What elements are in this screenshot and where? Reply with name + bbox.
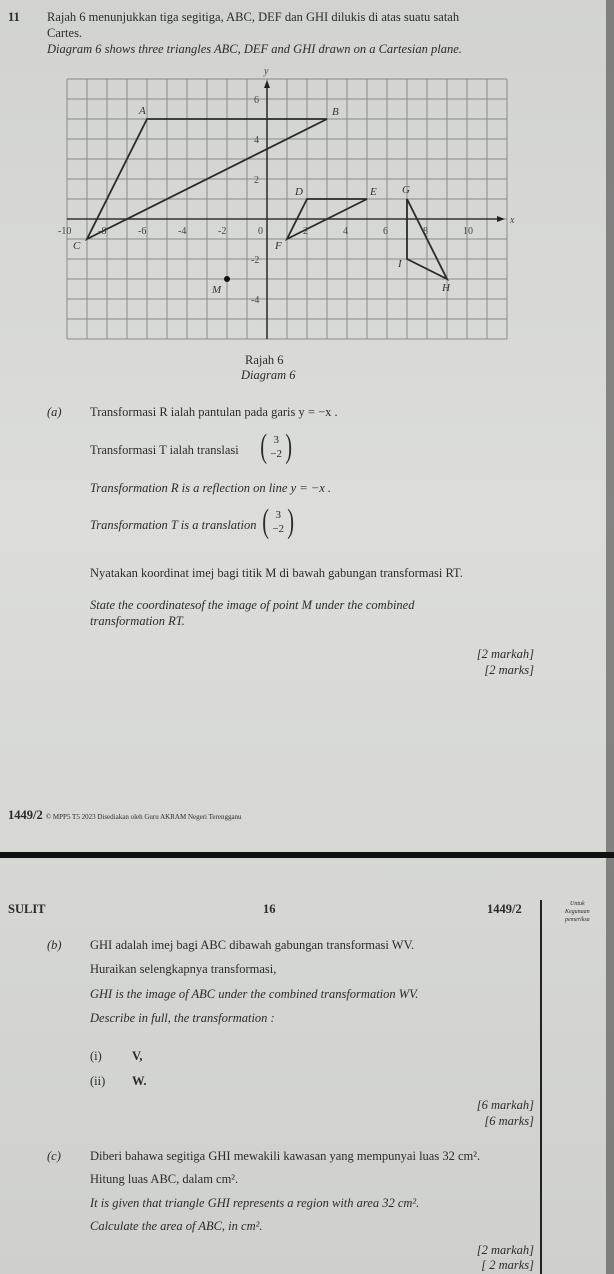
translation-vector-ms: ( 3 −2 ) <box>260 428 293 465</box>
vertex-label-i: I <box>398 258 402 270</box>
x-tick-label: -6 <box>138 226 147 237</box>
vertex-label-e: E <box>370 186 377 198</box>
part-c-marks-en: [ 2 marks] <box>481 1258 534 1272</box>
part-a-question-ms: Nyatakan koordinat imej bagi titik M di bawah gabungan transformasi RT. <box>90 566 463 580</box>
part-b-ms-2: Huraikan selengkapnya transformasi, <box>90 962 277 976</box>
footer-code: 1449/2 <box>8 808 43 822</box>
part-a-t-ms: Transformasi T ialah translasi <box>90 443 239 457</box>
point-m-label: M <box>212 284 222 296</box>
vector-top: 3 <box>273 434 279 446</box>
vertex-label-f: F <box>275 240 282 252</box>
y-tick-label: -2 <box>251 255 260 266</box>
vertex-label-g: G <box>402 184 410 196</box>
diagram-caption-ms: Rajah 6 <box>245 353 284 367</box>
part-b-en-2: Describe in full, the transformation : <box>90 1011 275 1025</box>
vector-top: 3 <box>275 509 281 521</box>
x-tick-label: -4 <box>178 226 187 237</box>
x-tick-label: 6 <box>383 226 388 237</box>
part-c-ms-2: Hitung luas ABC, dalam cm². <box>90 1172 239 1186</box>
part-a-marks-ms: [2 markah] <box>476 647 534 661</box>
part-b-i-text: V, <box>132 1049 143 1063</box>
part-c-en-2: Calculate the area of ABC, in cm². <box>90 1219 263 1233</box>
part-b-marks-ms: [6 markah] <box>476 1098 534 1112</box>
part-c-en-1: It is given that triangle GHI represents a region with area 32 cm². <box>90 1196 420 1210</box>
margin-word-1: Untuk <box>570 901 585 907</box>
y-axis-label: y <box>264 66 269 77</box>
header-code: 1449/2 <box>487 902 522 916</box>
part-a-marks-en: [2 marks] <box>484 663 534 677</box>
part-a-question-en-2: transformation RT. <box>90 614 185 628</box>
diagram-caption-en: Diagram 6 <box>241 368 296 382</box>
part-b-en-1: GHI is the image of ABC under the combined transformation WV. <box>90 987 419 1001</box>
margin-word-2: Kegunaan <box>565 909 590 915</box>
part-c-ms-1: Diberi bahawa segitiga GHI mewakili kawasan yang mempunyai luas 32 cm². <box>90 1149 481 1163</box>
footer <box>8 808 242 825</box>
translation-vector-en: ( 3 −2 ) <box>262 503 295 540</box>
examiner-use-label <box>565 900 590 924</box>
part-a-question-en-1: State the coordinatesof the image of point M under the combined <box>90 598 415 612</box>
x-tick-label: 8 <box>423 226 428 237</box>
part-b-ms-1: GHI adalah imej bagi ABC dibawah gabungan transformasi WV. <box>90 938 415 952</box>
part-b-ii-text: W. <box>132 1074 147 1088</box>
x-tick-label: 10 <box>463 226 473 237</box>
vertex-label-d: D <box>295 186 303 198</box>
part-b-ii-label: (ii) <box>90 1074 106 1088</box>
vector-bottom: −2 <box>270 448 283 460</box>
x-axis-label: x <box>510 215 515 226</box>
part-b-marks-en: [6 marks] <box>484 1114 534 1128</box>
part-a-r-ms: Transformasi R ialah pantulan pada garis y = −x . <box>90 405 338 419</box>
vertex-label-a: A <box>139 105 146 117</box>
x-tick-label: 2 <box>303 226 308 237</box>
y-tick-label: 2 <box>254 175 259 186</box>
intro-ms-line2: Cartes. <box>47 26 83 40</box>
x-tick-label: -8 <box>98 226 107 237</box>
cartesian-diagram <box>0 55 614 350</box>
intro-en: Diagram 6 shows three triangles ABC, DEF and GHI drawn on a Cartesian plane. <box>47 42 462 56</box>
point-m <box>224 276 230 282</box>
vertex-label-c: C <box>73 240 81 252</box>
examiner-column-line <box>540 900 542 1274</box>
x-tick-label: 0 <box>258 226 263 237</box>
part-a-label: (a) <box>47 405 62 419</box>
page-divider <box>0 852 614 858</box>
vertex-label-b: B <box>332 106 339 118</box>
part-c-marks-ms: [2 markah] <box>476 1243 534 1257</box>
header-page-number: 16 <box>263 902 276 916</box>
x-tick-label: -2 <box>218 226 227 237</box>
part-b-i-label: (i) <box>90 1049 102 1063</box>
margin-word-3: pemeriksa <box>565 917 590 923</box>
y-tick-label: 6 <box>254 95 259 106</box>
part-a-t-en: Transformation T is a translation <box>90 518 257 532</box>
question-number: 11 <box>8 10 20 24</box>
part-b-label: (b) <box>47 938 62 952</box>
x-tick-label: -10 <box>58 226 72 237</box>
vertex-label-h: H <box>442 282 450 294</box>
y-tick-label: 4 <box>254 135 259 146</box>
part-c-label: (c) <box>47 1149 61 1163</box>
x-axis-arrow-icon <box>497 216 505 222</box>
intro-ms-line1: Rajah 6 menunjukkan tiga segitiga, ABC, DEF dan GHI dilukis di atas suatu satah <box>47 10 460 24</box>
footer-text: © MPP5 T5 2023 Disediakan oleh Guru AKRAM Negeri Terengganu <box>45 813 242 821</box>
header-sulit: SULIT <box>8 902 46 916</box>
part-a-r-en: Transformation R is a reflection on line y = −x . <box>90 481 332 495</box>
x-tick-label: 4 <box>343 226 348 237</box>
vector-bottom: −2 <box>272 523 285 535</box>
y-axis-arrow-icon <box>264 80 270 88</box>
y-tick-label: -4 <box>251 295 260 306</box>
grid <box>67 79 507 339</box>
